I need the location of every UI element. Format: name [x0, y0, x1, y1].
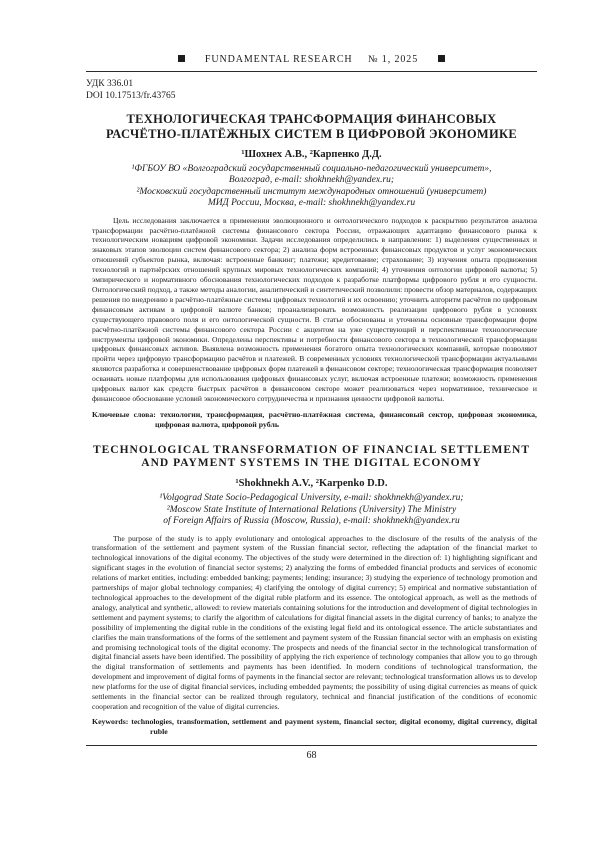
abstract-ru: Цель исследования заключается в применении эволюционного и онтологического подходов к раскрытию результатов анализа трансформации расчётно-платёжной системы финансового сектора России, отражающих адаптацию финансового рынка к технологическим новациям цифровой экономики. Задачи исследования определились в направлении: 1) выделения существенных и знаковых этапов эволюции систем финансового сектора; 2) анализа форм встроенных финансовых продуктов и услуг экономических отношений субъектов рынка, включая: встроенные банкинг; платежи; кредитование; страхование; 3) изучения опыта продвижения технологий и партнёрских отношений крупных мировых технологических компаний; 4) уточнения онтологии цифровой валюты; 5) эмпирического и нормативного обоснования технологических подходов к разработке платформы цифрового рубля и его сущности. Онтологический подход, а также методы аналогии, аналитический и синтетический позволили: провести обзор материалов, содержащих решения по внедрению в расчётно-платёжные системы цифровых технологий и их освоению; уточнить алгоритм расчётов по цифровым финансовым активам в цифровой валюте банков; проанализировать возможность реализации цифрового рубля в условиях существующего правового поля и его онтологической сущности. В статье обоснованы и уточнены основные трансформации форм расчётно-платёжной системы финансового сектора России с акцентом на уже существующий и перспективные технологические инструменты цифровой экономики. Определены перспективы и потребности финансового сектора в технологической трансформации цифровых финансовых активов. Выявлена возможность применения богатого опыта технологических компаний, которые позволяют пройти через цифровую трансформацию расчётов и платежей. В современных условиях технологической трансформации актуальными являются разработка и совершенствование цифровых форм платежей в финансовом секторе; технологическая трансформация позволяет осваивать новые платформы для использования цифровых финансовых услуг, включая встроенные платежи; возможность применения цифровых валют как средств быстрых расчётов в финансовом секторе может реализоваться через нормативное, техническое и финансовое обоснование условий экономического сотрудничества и признания ценности цифровой валюты.: [92, 215, 537, 403]
article-title-ru: [86, 112, 537, 141]
affiliation-line: ²Московский государственный институт международных отношений (университет): [136, 186, 487, 197]
affiliations-en: [86, 493, 537, 527]
authors-ru: ¹Шохнех А.В., ²Карпенко Д.Д.: [241, 149, 382, 160]
article-title-en-line1: TECHNOLOGICAL TRANSFORMATION OF FINANCIAL SETTLEMENT: [92, 443, 531, 456]
keywords-ru: [92, 410, 537, 431]
journal-header: [86, 54, 537, 66]
affiliation-line: МИД России, Москва, e-mail: shokhnekh@yandex.ru: [207, 198, 416, 209]
journal-issue: № 1, 2025: [367, 54, 419, 65]
keywords-text-ru: технологии, трансформация, расчётно-платёжная система, финансовый сектор, цифровая экономика, цифровая валюта, цифровой рубль: [155, 409, 538, 430]
abstract-en: The purpose of the study is to apply evolutionary and ontological approaches to the disclosure of the results of the analysis of the transformation of the settlement and payment system of the Russian financial sector, reflecting the adaptation of the financial market to technological innovations of the digital economy. The objectives of the study were determined in the direction of: 1) highlighting significant and significant stages in the evolution of financial sector systems; 2) analyzing the forms of embedded financial products and services of economic relations of market entities, including: embedded banking; payments; lending; insurance; 3) studying the experience of technology promotion and partnerships of major global technology companies; 4) clarifying the ontology of digital currency; 5) empirical and normative substantiation of technological approaches to the development of the digital ruble platform and its essence. The ontological approach, as well as the methods of analogy, analytical and synthetic, allowed: to review materials containing solutions for the introduction and development of digital technologies in settlement and payment systems; to clarify the algorithm of calculations for digital financial assets in the digital currency of banks; to analyze the possibility of implementing the digital ruble in the conditions of the existing legal field and its ontological essence. The article substantiates and clarifies the main transformations of the forms of the settlement and payment system of the Russian financial sector with an emphasis on existing and promising technological tools of the digital economy. The prospects and needs of the financial sector in the technological transformation of digital financial assets have been identified. The possibility of applying the rich experience of technology companies that allow you to go through the digital transformation of settlements and payments has been identified. In modern conditions of technological transformation, the development and improvement of digital forms of payments in the financial sector are relevant; technological transformation allows us to develop new platforms for the use of digital financial services, including embedded payments; the possibility of using digital currencies as means of quick settlements in the financial sector can be realized through regulatory, technical and financial justification of the conditions of economic cooperation and recognition of the value of digital currencies.: [92, 533, 537, 711]
header-left-square-icon: [178, 55, 185, 62]
keywords-label-en: Keywords:: [92, 716, 129, 726]
journal-name: FUNDAMENTAL RESEARCH: [204, 54, 353, 65]
keywords-label-ru: Ключевые слова:: [92, 409, 156, 419]
article-title-en-line2: AND PAYMENT SYSTEMS IN THE DIGITAL ECONOMY: [141, 456, 482, 469]
affiliations-ru: [86, 164, 537, 210]
header-rule: [86, 71, 537, 72]
affiliation-line: ²Moscow State Institute of International Relations (University) The Ministry: [166, 504, 457, 515]
authors-en: ¹Shokhnekh A.V., ²Karpenko D.D.: [235, 478, 388, 490]
keywords-text-en: technologies, transformation, settlement and payment system, financial sector, digital economy, digital currency, digital ruble: [131, 716, 538, 737]
article-title-ru-line1: ТЕХНОЛОГИЧЕСКАЯ ТРАНСФОРМАЦИЯ ФИНАНСОВЫХ: [126, 112, 497, 126]
affiliation-line: ¹ФГБОУ ВО «Волгоградский государственный социально-педагогический университет»,: [131, 164, 492, 174]
keywords-en: [92, 717, 537, 738]
article-title-en: [86, 444, 537, 471]
udc-code: УДК 336.01: [86, 79, 134, 89]
affiliation-line: ¹Volgograd State Socio-Pedagogical University, e-mail: shokhnekh@yandex.ru;: [159, 493, 464, 504]
page-number: 68: [306, 749, 317, 761]
doi-code: DOI 10.17513/fr.43765: [86, 91, 176, 101]
affiliation-line: Волгоград, e-mail: shokhnekh@yandex.ru;: [228, 175, 395, 186]
footer-rule: [86, 745, 537, 746]
affiliation-line: of Foreign Affairs of Russia (Moscow, Russia), e-mail: shokhnekh@yandex.ru: [163, 516, 460, 527]
article-title-ru-line2: РАСЧЁТНО-ПЛАТЁЖНЫХ СИСТЕМ В ЦИФРОВОЙ ЭКОНОМИКЕ: [105, 126, 518, 141]
header-right-square-icon: [438, 55, 445, 62]
